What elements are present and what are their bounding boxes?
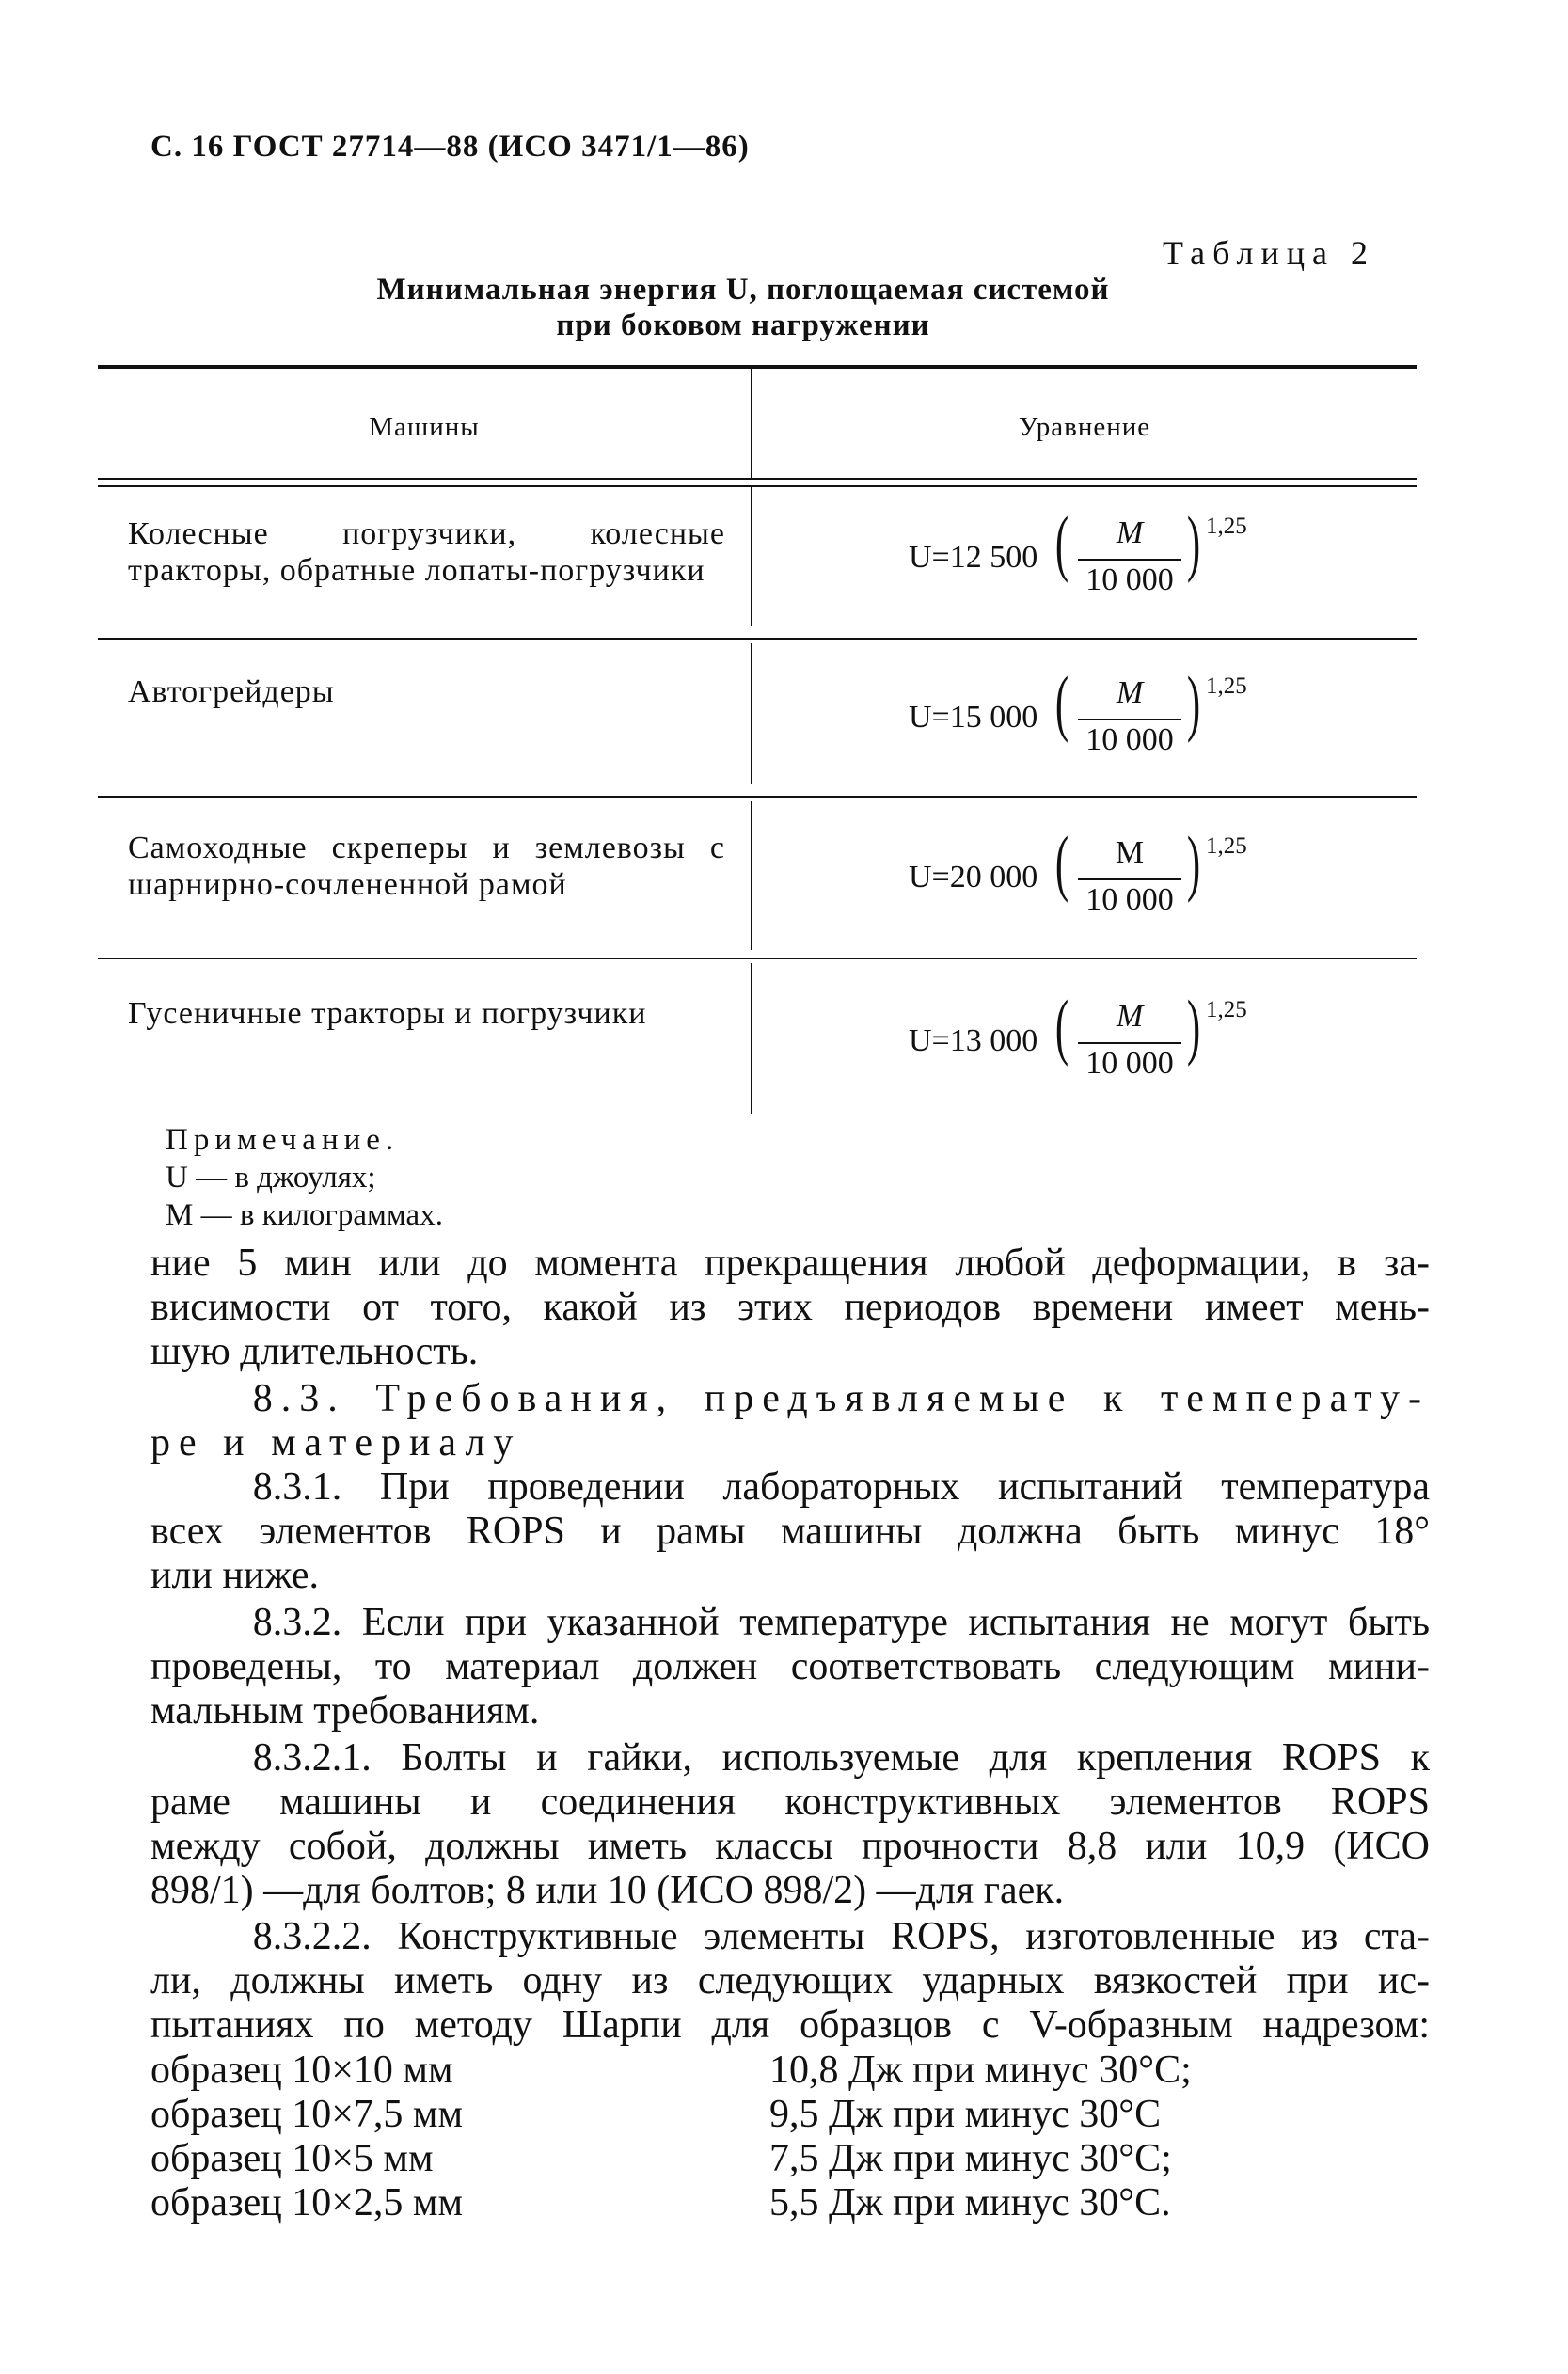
paren-open: ( [1054, 501, 1069, 583]
paren-open: ( [1054, 661, 1069, 743]
specimen-label: образец 10×10 мм [150, 2049, 453, 2092]
equation-numerator: M [1116, 999, 1144, 1034]
row-rule [98, 638, 1417, 640]
equation-exponent: 1,25 [1206, 997, 1247, 1022]
text-line: проведены, то материал должен соответствовать следующим мини- [150, 1645, 1430, 1688]
row-rule [98, 796, 1417, 798]
text-line: висимости от того, какой из этих периодов времени имеет мень- [150, 1286, 1430, 1329]
text-line: ние 5 мин или до момента прекращения любой деформации, в за- [150, 1242, 1430, 1285]
paren-close: ) [1186, 661, 1201, 743]
text-line: шую длительность. [150, 1330, 479, 1373]
note-line: M — в килограммах. [166, 1198, 443, 1232]
machine-cell: Гусеничные тракторы и погрузчики [128, 996, 647, 1031]
machine-cell: Колесные погрузчики, колесные тракторы, обратные лопаты-погрузчики [128, 516, 725, 588]
text-line: ли, должны иметь одну из следующих ударных вязкостей при ис- [150, 1959, 1430, 2002]
paren-open: ( [1054, 985, 1069, 1067]
table-number: Таблица 2 [1163, 234, 1375, 272]
note-title: Примечание. [166, 1123, 400, 1157]
machine-cell: Автогрейдеры [128, 674, 335, 709]
equation-denominator: 10 000 [1085, 722, 1174, 757]
specimen-label: образец 10×7,5 мм [150, 2093, 464, 2136]
text-line: 8.3.2.2. Конструктивные элементы ROPS, изготовленные из ста- [252, 1915, 1430, 1958]
table-title-line-1: Минимальная энергия U, поглощаемая системой [376, 273, 1110, 307]
fraction-bar [1078, 1042, 1181, 1044]
paragraph-8-3-2-2 [150, 1915, 1430, 2048]
equation [909, 662, 1266, 775]
fraction-bar [1078, 719, 1181, 720]
row-divider [751, 643, 752, 784]
page-header: С. 16 ГОСТ 27714—88 (ИСО 3471/1—86) [150, 130, 750, 164]
row-divider [751, 963, 752, 1114]
equation-exponent: 1,25 [1206, 514, 1247, 539]
equation-denominator: 10 000 [1085, 562, 1174, 597]
text-line: 8.3.1. При проведении лабораторных испытаний температура [252, 1465, 1430, 1509]
column-header-machines: Машины [369, 412, 480, 442]
text-line: пытаниях по методу Шарпи для образцов с V-образным надрезом: [150, 2003, 1430, 2047]
equation-denominator: 10 000 [1085, 882, 1174, 917]
table-header-rule [98, 478, 1417, 487]
text-line: раме машины и соединения конструктивных элементов ROPS [150, 1780, 1430, 1824]
column-header-equation: Уравнение [1018, 412, 1151, 442]
specimen-value: 10,8 Дж при минус 30°С; [769, 2049, 1192, 2092]
paragraph-8-3-2 [150, 1601, 1430, 1733]
equation-lhs: U=12 500 [909, 540, 1038, 575]
specimen-value: 7,5 Дж при минус 30°С; [769, 2137, 1172, 2180]
paragraph-continuation [150, 1242, 1430, 1374]
equation-numerator: M [1115, 835, 1145, 870]
equation-lhs: U=20 000 [909, 860, 1038, 894]
paragraph-8-3-2-1 [150, 1736, 1430, 1913]
equation [909, 822, 1266, 935]
section-heading-8-3 [150, 1377, 1430, 1465]
specimen-label: образец 10×5 мм [150, 2137, 434, 2180]
specimen-label: образец 10×2,5 мм [150, 2181, 464, 2224]
specimen-value: 9,5 Дж при минус 30°С [769, 2093, 1162, 2136]
text-line: ре и материалу [150, 1421, 522, 1464]
fraction-bar [1078, 559, 1181, 561]
table-top-rule [98, 365, 1417, 369]
text-line: 8.3.2.1. Болты и гайки, используемые для крепления ROPS к [252, 1736, 1430, 1780]
equation-lhs: U=13 000 [909, 1023, 1038, 1058]
specimen-value: 5,5 Дж при минус 30°С. [769, 2181, 1171, 2224]
table-title-line-2: при боковом нагружении [556, 309, 930, 342]
equation-exponent: 1,25 [1206, 833, 1247, 859]
text-line: или ниже. [150, 1554, 319, 1597]
text-line: всех элементов ROPS и рамы машины должна быть минус 18° [150, 1510, 1430, 1553]
equation-numerator: M [1116, 515, 1144, 550]
equation [909, 502, 1266, 615]
text-line: мальным требованиям. [150, 1689, 540, 1733]
row-divider [751, 801, 752, 950]
row-rule [98, 958, 1417, 959]
equation-denominator: 10 000 [1085, 1046, 1174, 1081]
paren-close: ) [1186, 985, 1201, 1067]
equation-exponent: 1,25 [1206, 673, 1247, 699]
machine-cell: Самоходные скреперы и землевозы с шарнирно-сочлененной рамой [128, 831, 725, 902]
equation-numerator: M [1116, 675, 1144, 710]
text-line: 8.3. Требования, предъявляемые к температу- [252, 1377, 1430, 1420]
text-line: между собой, должны иметь классы прочности 8,8 или 10,9 (ИСО [150, 1825, 1430, 1868]
note-line: U — в джоулях; [166, 1161, 376, 1195]
row-divider [751, 487, 752, 626]
fraction-bar [1078, 878, 1181, 880]
paren-open: ( [1054, 821, 1069, 903]
paragraph-8-3-1 [150, 1465, 1430, 1598]
equation-lhs: U=15 000 [909, 700, 1038, 735]
text-line: 8.3.2. Если при указанной температуре испытания не могут быть [252, 1601, 1430, 1644]
text-line: 898/1) —для болтов; 8 или 10 (ИСО 898/2) —для гаек. [150, 1869, 1065, 1912]
equation [909, 986, 1266, 1099]
paren-close: ) [1186, 821, 1201, 903]
paren-close: ) [1186, 501, 1201, 583]
